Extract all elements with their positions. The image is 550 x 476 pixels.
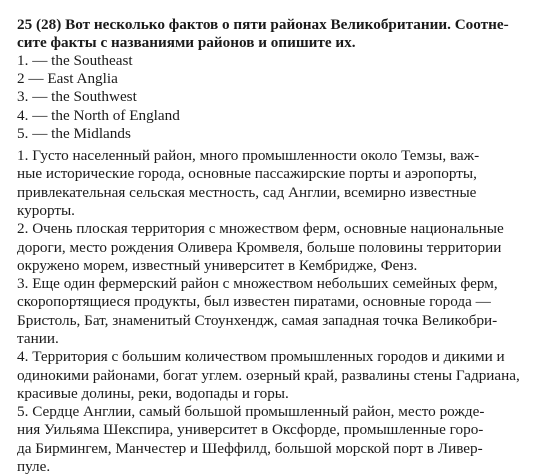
- fact-line: ные исторические города, основные пассажирские порты и аэропорты,: [17, 165, 477, 183]
- facts-text: [17, 147, 537, 476]
- task-heading: [17, 16, 537, 52]
- region-item: 2 — East Anglia: [17, 70, 118, 88]
- fact-line: окружено морем, известный университет в Кембридже, Фенз.: [17, 256, 418, 274]
- region-item: 4. — the North of England: [17, 106, 180, 124]
- fact-line: 3. Еще один фермерский район с множеством небольших семейных ферм,: [17, 275, 498, 293]
- region-list: [17, 52, 537, 143]
- fact-line: 2. Очень плоская территория с множеством ферм, основные национальные: [17, 220, 504, 238]
- textbook-page: [17, 16, 537, 476]
- fact-line: да Бирмингем, Манчестер и Шеффилд, большой морской порт в Ливер-: [17, 439, 483, 457]
- fact-line: красивые долины, реки, водопады и горы.: [17, 384, 289, 402]
- task-heading-line: 25 (28) Вот несколько фактов о пяти районах Великобритании. Соотне-: [17, 16, 509, 33]
- fact-line: 1. Густо населенный район, много промышленности около Темзы, важ-: [17, 147, 480, 165]
- fact-line: ния Уильяма Шекспира, университет в Оксфорде, промышленные горо-: [17, 421, 484, 439]
- fact-line: одинокими районами, богат углем. озерный край, развалины стены Гадриана,: [17, 366, 520, 384]
- fact-line: Бристоль, Бат, знаменитый Стоунхендж, самая западная точка Великобри-: [17, 311, 498, 329]
- fact-line: тании.: [17, 329, 59, 347]
- fact-line: 4. Территория с большим количеством промышленных городов и дикими и: [17, 348, 505, 366]
- fact-line: дороги, место рождения Оливера Кромвеля, больше половины территории: [17, 238, 502, 256]
- fact-line: привлекательная сельская местность, сад Англии, всемирно известные: [17, 183, 477, 201]
- fact-line: курорты.: [17, 201, 75, 219]
- fact-line: скоропортящиеся продукты, был известен пиратами, основные города —: [17, 293, 491, 311]
- region-item: 5. — the Midlands: [17, 124, 131, 142]
- region-item: 3. — the Southwest: [17, 88, 137, 106]
- fact-line: 5. Сердце Англии, самый большой промышленный район, место рожде-: [17, 403, 485, 421]
- fact-line: пуле.: [17, 458, 51, 476]
- task-heading-line: сите факты с названиями районов и опишите их.: [17, 34, 356, 51]
- region-item: 1. — the Southeast: [17, 52, 133, 69]
